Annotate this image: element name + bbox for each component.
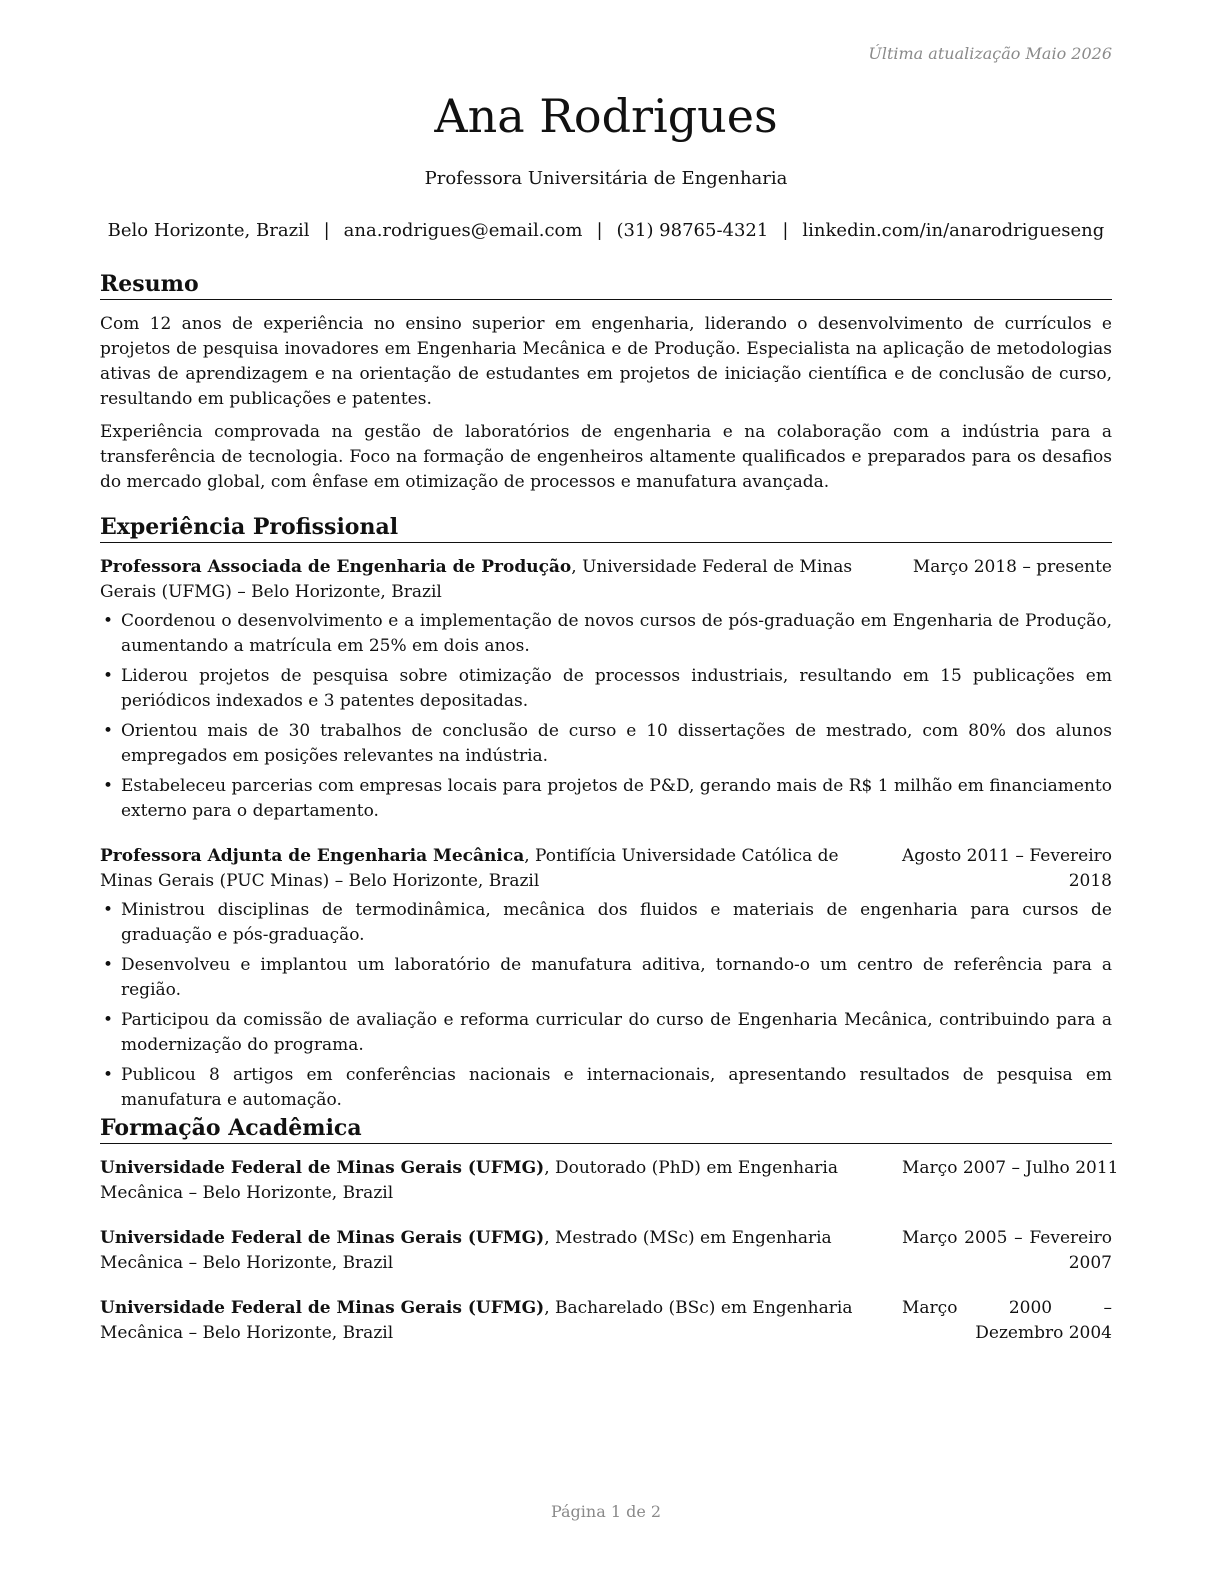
experience-entry — [100, 844, 1112, 1113]
education-entry-header — [100, 1226, 1112, 1276]
candidate-headline: Professora Universitária de Engenharia — [424, 168, 788, 189]
education-section — [100, 1114, 1119, 1366]
contact-line — [86, 219, 1126, 243]
bullet-text: Orientou mais de 30 trabalhos de conclusão de curso e 10 dissertações de mestrado, com 80% dos alunos empregados em posições relevantes na indústria. — [121, 721, 1112, 766]
experience-details: , Pontifícia Universidade Católica de Minas Gerais (PUC Minas) – Belo Horizonte, Brazil — [100, 846, 839, 891]
education-dates: Março 2000 – Dezembro 2004 — [902, 1298, 1112, 1343]
education-entry — [100, 1226, 1112, 1276]
contact-email[interactable]: ana.rodrigues@email.com — [343, 220, 583, 241]
education-institution: Universidade Federal de Minas Gerais (UFMG) — [100, 1228, 545, 1248]
experience-details: , Universidade Federal de Minas Gerais (UFMG) – Belo Horizonte, Brazil — [100, 557, 853, 602]
bullet-icon: • — [103, 1065, 114, 1085]
bullet-icon: • — [103, 721, 114, 741]
contact-linkedin[interactable]: linkedin.com/in/anarodrigueseng — [802, 220, 1105, 241]
experience-dates: Março 2018 – presente — [912, 557, 1112, 577]
contact-separator: | — [323, 220, 330, 241]
experience-dates: Agosto 2011 – Fevereiro 2018 — [902, 846, 1112, 891]
experience-bullets — [100, 609, 1112, 824]
list-item — [100, 953, 1112, 1003]
bullet-text: Participou da comissão de avaliação e reforma curricular do curso de Engenharia Mecânica, contribuindo para a modernização do programa. — [121, 1010, 1112, 1055]
contact-location: Belo Horizonte, Brazil — [107, 220, 310, 241]
experience-entry — [100, 555, 1112, 824]
education-details: , Bacharelado (BSc) em Engenharia Mecânica – Belo Horizonte, Brazil — [100, 1298, 853, 1343]
bullet-icon: • — [103, 900, 114, 920]
bullet-text: Liderou projetos de pesquisa sobre otimização de processos industriais, resultando em 15 publicações em periódicos indexados e 3 patentes depositadas. — [121, 666, 1112, 711]
bullet-icon: • — [103, 1010, 114, 1030]
bullet-text: Ministrou disciplinas de termodinâmica, mecânica dos fluidos e materiais de engenharia para cursos de graduação e pós-graduação. — [121, 900, 1112, 945]
list-item — [100, 719, 1112, 769]
section-title-summary: Resumo — [100, 270, 1112, 300]
bullet-icon: • — [103, 666, 114, 686]
education-dates: Março 2007 – Julho 2011 — [902, 1158, 1119, 1178]
experience-entry-header — [100, 844, 1112, 894]
summary-paragraph: Com 12 anos de experiência no ensino superior em engenharia, liderando o desenvolvimento de currículos e projetos de pesquisa inovadores em Engenharia Mecânica e de Produção. Especialista na aplicação de metodologias ativas de aprendizagem e na orientação de estudantes em projetos de iniciação científica e de conclusão de curso, resultando em publicações e patentes. — [100, 314, 1112, 409]
bullet-text: Estabeleceu parcerias com empresas locais para projetos de P&D, gerando mais de R$ 1 milhão em financiamento externo para o departamento. — [121, 776, 1112, 821]
bullet-icon: • — [103, 776, 114, 796]
bullet-text: Publicou 8 artigos em conferências nacionais e internacionais, apresentando resultados de pesquisa em manufatura e automação. — [121, 1065, 1112, 1110]
list-item — [100, 609, 1112, 659]
contact-phone: (31) 98765-4321 — [616, 220, 769, 241]
list-item — [100, 898, 1112, 948]
experience-role: Professora Adjunta de Engenharia Mecânica — [100, 846, 525, 866]
education-institution: Universidade Federal de Minas Gerais (UFMG) — [100, 1158, 545, 1178]
contact-separator: | — [596, 220, 603, 241]
resume-page — [100, 0, 1119, 1584]
education-institution: Universidade Federal de Minas Gerais (UFMG) — [100, 1298, 545, 1318]
section-title-education: Formação Acadêmica — [100, 1114, 1112, 1144]
education-details: , Mestrado (MSc) em Engenharia Mecânica – Belo Horizonte, Brazil — [100, 1228, 832, 1273]
summary-paragraph: Experiência comprovada na gestão de laboratórios de engenharia e na colaboração com a indústria para a transferência de tecnologia. Foco na formação de engenheiros altamente qualificados e preparados para os desafios do mercado global, com ênfase em otimização de processos e manufatura avançada. — [100, 422, 1112, 492]
last-updated: Última atualização Maio 2026 — [868, 44, 1112, 63]
education-entry-header — [100, 1156, 1119, 1206]
bullet-icon: • — [103, 955, 114, 975]
experience-section — [100, 513, 1112, 1133]
list-item — [100, 1008, 1112, 1058]
experience-role: Professora Associada de Engenharia de Produção — [100, 557, 572, 577]
education-entry — [100, 1296, 1112, 1346]
experience-entry-header — [100, 555, 1112, 605]
bullet-text: Desenvolveu e implantou um laboratório de manufatura aditiva, tornando-o um centro de referência para a região. — [121, 955, 1112, 1000]
candidate-name: Ana Rodrigues — [434, 89, 778, 143]
page-number: Página 1 de 2 — [550, 1502, 662, 1521]
education-entry — [100, 1156, 1119, 1206]
list-item — [100, 774, 1112, 824]
experience-bullets — [100, 898, 1112, 1113]
bullet-icon: • — [103, 611, 114, 631]
bullet-text: Coordenou o desenvolvimento e a implementação de novos cursos de pós-graduação em Engenharia de Produção, aumentando a matrícula em 25% em dois anos. — [121, 611, 1112, 656]
list-item — [100, 664, 1112, 714]
education-entry-header — [100, 1296, 1112, 1346]
education-details: , Doutorado (PhD) em Engenharia Mecânica – Belo Horizonte, Brazil — [100, 1158, 838, 1203]
list-item — [100, 1063, 1112, 1113]
summary-section — [100, 270, 1112, 503]
section-title-experience: Experiência Profissional — [100, 513, 1112, 543]
contact-separator: | — [782, 220, 789, 241]
education-dates: Março 2005 – Fevereiro 2007 — [902, 1228, 1112, 1273]
